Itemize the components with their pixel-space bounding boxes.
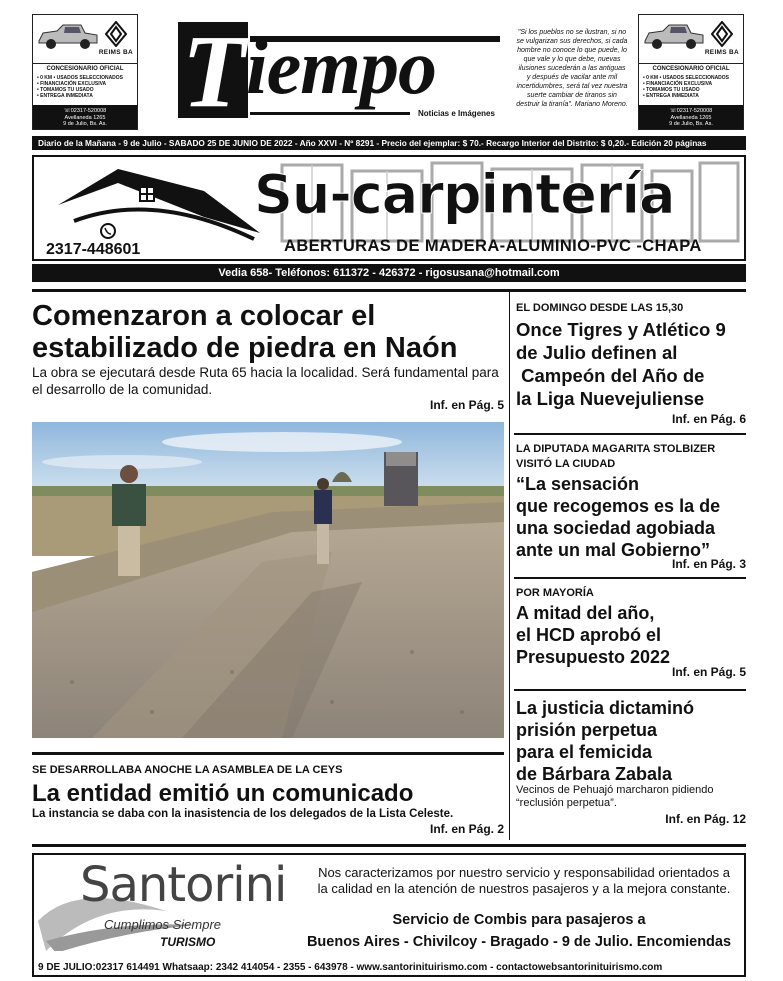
santorini-slogan: Cumplimos Siempre [104, 917, 222, 932]
right-kicker [516, 442, 715, 472]
headline-line: Comenzaron a colocar el [32, 300, 376, 332]
santorini-description: Nos caracterizamos por nuestro servicio y responsabilidad orientados a la calidad en la atención de nuestros pasajeros y a la mejora constante. [317, 865, 731, 896]
ad-renault-left[interactable] [32, 14, 138, 130]
list-item: • TOMAMOS TU USADO [37, 87, 94, 93]
right-headline-justicia[interactable] [516, 697, 694, 785]
edition-info-bar: Diario de la Mañana - 9 de Julio - SABADO 25 DE JUNIO DE 2022 - Año XXVI - Nº 8291 - Precio del ejemplar: $ 70.- Recargo Interior del Distrito: $ 0,20.- Edición 20 páginas [32, 136, 746, 150]
headline-line: la Liga Nuevejuliense [516, 388, 705, 409]
second-page-ref[interactable]: Inf. en Pág. 2 [429, 822, 504, 836]
list-item: • FINANCIACIÓN EXCLUSIVA [37, 81, 107, 87]
right-subtext: Vecinos de Pehuajó marcharon pidiendo “reclusión perpetua”. [516, 784, 714, 809]
headline-line: de Bárbara Zabala [516, 764, 673, 784]
newspaper-logo: iempo [246, 23, 436, 110]
right-page-ref[interactable]: Inf. en Pág. 5 [671, 665, 746, 679]
dealer-street: Avellaneda 1265 [64, 114, 106, 121]
headline-line: prisión perpetua [516, 720, 658, 740]
section-divider [514, 433, 746, 435]
renault-logo-icon [105, 21, 127, 47]
house-roof-icon [54, 161, 264, 241]
headline-line: Presupuesto 2022 [516, 647, 671, 667]
pickup-truck-icon [37, 21, 99, 51]
right-headline-stolbizer[interactable] [516, 473, 720, 561]
logo-initial: T [182, 14, 246, 129]
renault-logo-icon [711, 21, 733, 47]
right-page-ref[interactable]: Inf. en Pág. 12 [665, 812, 746, 826]
list-item: • TOMAMOS TU USADO [643, 87, 700, 93]
pickup-truck-icon [643, 21, 705, 51]
services-destinations: Buenos Aires - Chivilcoy - Bragado - 9 de Julio. Encomiendas [306, 934, 732, 950]
carpinteria-title: Su-carpintería [254, 163, 675, 226]
right-page-ref[interactable]: Inf. en Pág. 3 [671, 557, 746, 571]
section-divider [32, 289, 746, 292]
dealer-title: CONCESIONARIO OFICIAL [639, 63, 743, 72]
dealer-name: REIMS BA [98, 49, 133, 56]
logo-rule-bottom [250, 112, 410, 115]
list-item: • ENTREGA INMEDIATA [643, 93, 699, 99]
ad-renault-right[interactable] [638, 14, 744, 130]
headline-line: para el femicida [516, 742, 653, 762]
headline-line: de Julio definen al [516, 342, 678, 363]
headline-line: La justicia dictaminó [516, 698, 695, 718]
right-kicker: POR MAYORÍA [516, 587, 594, 599]
second-kicker: SE DESARROLLABA ANOCHE LA ASAMBLEA DE LA CEYS [32, 764, 343, 776]
dealer-title: CONCESIONARIO OFICIAL [33, 63, 137, 72]
dealer-street: Avellaneda 1265 [670, 114, 712, 121]
dealer-contact [33, 105, 137, 129]
right-headline-hcd[interactable] [516, 602, 670, 668]
santorini-services [304, 909, 734, 953]
main-headline[interactable] [32, 300, 502, 364]
section-divider [514, 577, 746, 579]
headline-line: estabilizado de piedra en Naón [32, 332, 458, 364]
main-page-ref[interactable]: Inf. en Pág. 5 [429, 398, 504, 412]
section-divider [32, 844, 746, 847]
section-divider [514, 689, 746, 691]
dealer-bullets [643, 75, 729, 99]
road-works-photo [32, 422, 504, 738]
ad-carpinteria[interactable] [32, 155, 746, 261]
dealer-bullets [37, 75, 123, 99]
headline-line: ante un mal Gobierno” [516, 540, 711, 560]
column-divider [509, 292, 510, 840]
headline-line: una sociedad agobiada [516, 518, 716, 538]
santorini-type: TURISMO [160, 935, 216, 949]
second-headline[interactable]: La entidad emitió un comunicado [32, 780, 414, 807]
kicker-line: LA DIPUTADA MAGARITA STOLBIZER [516, 443, 716, 455]
headline-line: el HCD aprobó el [516, 625, 662, 645]
right-headline-football[interactable] [516, 318, 726, 410]
santorini-contact: 9 DE JULIO:02317 614491 Whatsaap: 2342 414054 - 2355 - 643978 - www.santorinituirismo.com - contactowebsantorinituirismo.com [38, 962, 663, 973]
dealer-phone: ☏02317-520008 [63, 108, 107, 114]
main-lead: La obra se ejecutará desde Ruta 65 hacia la localidad. Será fundamental para el desarrollo de la comunidad. [32, 365, 499, 397]
right-kicker: EL DOMINGO DESDE LAS 15,30 [516, 302, 684, 314]
list-item: • 0 KM • USADOS SELECCIONADOS [37, 75, 124, 81]
logo-subtitle: Noticias e Imágenes [418, 109, 495, 118]
ad-santorini[interactable] [32, 853, 746, 977]
section-divider [32, 752, 504, 755]
right-page-ref[interactable]: Inf. en Pág. 6 [671, 412, 746, 426]
list-item: • ENTREGA INMEDIATA [37, 93, 93, 99]
services-line: Servicio de Combis para pasajeros a [392, 912, 646, 928]
headline-line: que recogemos es la de [516, 496, 721, 516]
carpinteria-tagline: ABERTURAS DE MADERA-ALUMINIO-PVC -CHAPA [284, 237, 702, 255]
list-item: • 0 KM • USADOS SELECCIONADOS [643, 75, 730, 81]
carpinteria-contact: Vedia 658- Teléfonos: 611372 - 426372 - rigosusana@hotmail.com [32, 264, 746, 282]
carpinteria-phone: 2317-448601 [46, 241, 141, 258]
dealer-city: 9 de Julio, Bs. As. [63, 121, 107, 127]
list-item: • FINANCIACIÓN EXCLUSIVA [643, 81, 713, 87]
kicker-line: VISITÓ LA CIUDAD [516, 458, 616, 470]
santorini-name: Santorini [80, 857, 287, 913]
dealer-phone: ☏02317-520008 [669, 108, 713, 114]
dealer-name: REIMS BA [704, 49, 739, 56]
headline-line: Once Tigres y Atlético 9 [516, 319, 726, 340]
dealer-contact [639, 105, 743, 129]
dealer-city: 9 de Julio, Bs. As. [669, 121, 713, 127]
headline-line: Campeón del Año de [516, 365, 705, 386]
headline-line: “La sensación [516, 474, 640, 494]
second-lead: La instancia se daba con la inasistencia de los delegados de la Lista Celeste. [32, 808, 454, 820]
headline-line: A mitad del año, [516, 603, 655, 623]
header-quote: "Si los pueblos no se ilustran, si no se vulgarizan sus derechos, si cada hombre no conoce lo que puede, lo que vale y lo que debe, nuevas ilusiones sucederán a las antiguas y después de vacilar ante mil incertidumbres, será tal vez nuestra suerte cambiar de tiranos sin destruir la tiranía". Mariano Moreno. [516, 29, 628, 108]
